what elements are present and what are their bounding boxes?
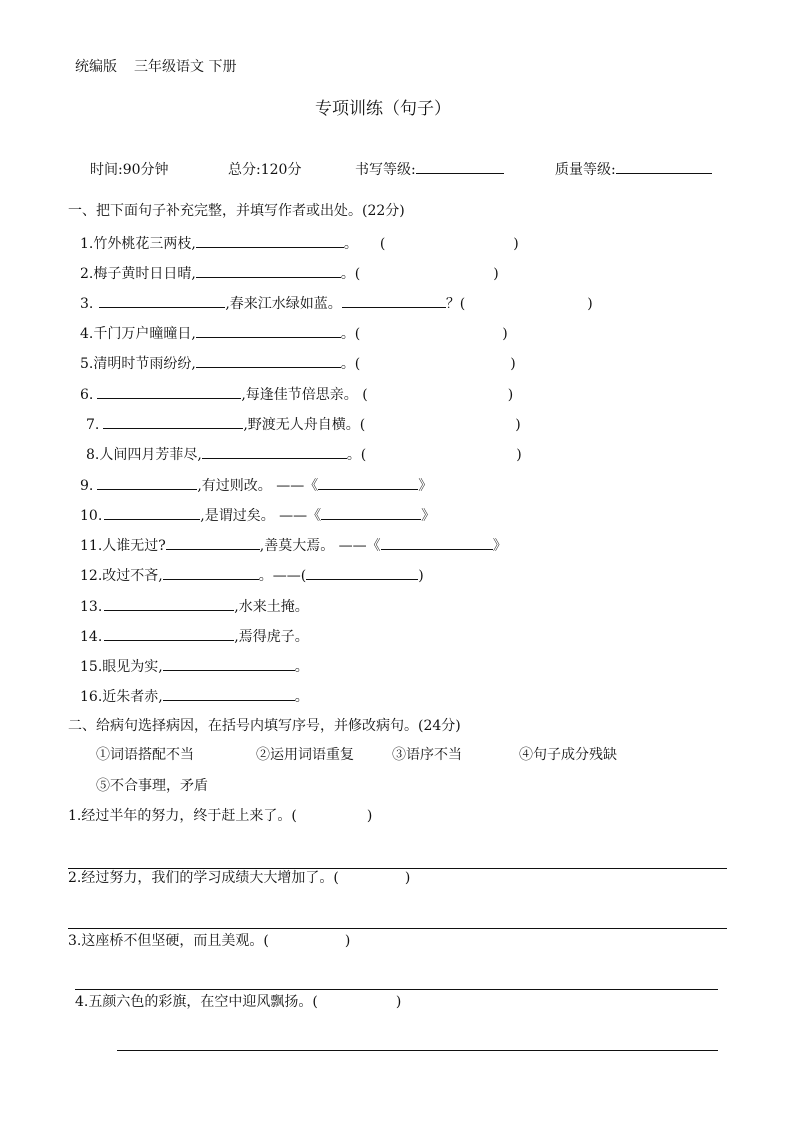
quality-grade-blank[interactable] bbox=[616, 159, 712, 174]
list-item: 1.经过半年的努力，终于赶上来了。( ) bbox=[68, 808, 373, 824]
total-score-info: 总分:120分 bbox=[228, 162, 302, 178]
answer-line[interactable] bbox=[117, 1050, 718, 1051]
list-item: 15.眼见为实, 。 bbox=[80, 656, 309, 676]
list-item: 6. ,每逢佳节倍思亲。 ( ) bbox=[80, 384, 513, 404]
answer-blank[interactable] bbox=[196, 233, 344, 248]
list-item: 4.千门万户曈曈日, 。( ) bbox=[80, 323, 508, 343]
answer-blank[interactable] bbox=[103, 414, 243, 429]
list-item: 14. ,焉得虎子。 bbox=[80, 626, 309, 646]
answer-blank[interactable] bbox=[318, 475, 418, 490]
list-item: 5.清明时节雨纷纷, 。( ) bbox=[80, 353, 516, 373]
answer-blank[interactable] bbox=[196, 263, 341, 278]
answer-blank[interactable] bbox=[342, 293, 446, 308]
writing-grade-label: 书写等级: bbox=[355, 159, 504, 179]
quality-grade-label: 质量等级: bbox=[555, 159, 712, 179]
option-item: ②运用词语重复 bbox=[256, 747, 354, 763]
header-grade-book: 三年级语文 下册 bbox=[134, 59, 237, 75]
list-item: 9. ,有过则改。 ——《 》 bbox=[80, 475, 432, 495]
answer-line[interactable] bbox=[68, 928, 727, 929]
time-info: 时间:90分钟 bbox=[90, 162, 169, 178]
answer-blank[interactable] bbox=[163, 565, 259, 580]
answer-blank[interactable] bbox=[104, 596, 234, 611]
answer-blank[interactable] bbox=[196, 323, 341, 338]
list-item: 10. ,是谓过矣。 ——《 》 bbox=[80, 505, 435, 525]
list-item: 13. ,水来土掩。 bbox=[80, 596, 309, 616]
writing-grade-blank[interactable] bbox=[416, 159, 504, 174]
answer-blank[interactable] bbox=[104, 505, 200, 520]
answer-blank[interactable] bbox=[321, 505, 421, 520]
answer-line[interactable] bbox=[75, 989, 718, 990]
list-item: 1.竹外桃花三两枝, 。 ( ) bbox=[80, 233, 519, 253]
header-edition: 统编版 bbox=[75, 59, 117, 75]
answer-blank[interactable] bbox=[166, 535, 260, 550]
answer-blank[interactable] bbox=[196, 353, 341, 368]
list-item: 7. ,野渡无人舟自横。( ) bbox=[86, 414, 521, 434]
answer-blank[interactable] bbox=[163, 656, 295, 671]
option-item: ①词语搭配不当 bbox=[96, 747, 194, 763]
list-item: 12.改过不吝, 。——( ) bbox=[80, 565, 424, 585]
list-item: 3. ,春来江水绿如蓝。 ？( ) bbox=[80, 293, 593, 313]
answer-blank[interactable] bbox=[97, 384, 241, 399]
answer-blank[interactable] bbox=[381, 535, 493, 550]
answer-blank[interactable] bbox=[104, 626, 234, 641]
section2-heading: 二、给病句选择病因，在括号内填写序号，并修改病句。(24分) bbox=[68, 718, 461, 734]
page-title: 专项训练（句子） bbox=[315, 99, 451, 119]
option-item: ④句子成分残缺 bbox=[519, 747, 617, 763]
list-item: 16.近朱者赤, 。 bbox=[80, 686, 309, 706]
list-item: 11.人谁无过? ,善莫大焉。 ——《 》 bbox=[80, 535, 507, 555]
list-item: 2.梅子黄时日日晴, 。( ) bbox=[80, 263, 499, 283]
list-item: 4.五颜六色的彩旗，在空中迎风飘扬。( ) bbox=[75, 994, 402, 1010]
section1-heading: 一、把下面句子补充完整，并填写作者或出处。(22分) bbox=[68, 203, 405, 219]
option-item: ⑤不合事理，矛盾 bbox=[96, 778, 208, 794]
answer-blank[interactable] bbox=[97, 475, 197, 490]
answer-blank[interactable] bbox=[163, 686, 295, 701]
answer-blank[interactable] bbox=[306, 565, 418, 580]
list-item: 2.经过努力，我们的学习成绩大大增加了。( ) bbox=[68, 870, 411, 886]
list-item: 8.人间四月芳菲尽, 。( ) bbox=[86, 444, 522, 464]
answer-blank[interactable] bbox=[99, 293, 225, 308]
list-item: 3.这座桥不但坚硬，而且美观。( ) bbox=[68, 933, 351, 949]
option-item: ③语序不当 bbox=[392, 747, 462, 763]
answer-blank[interactable] bbox=[202, 444, 347, 459]
